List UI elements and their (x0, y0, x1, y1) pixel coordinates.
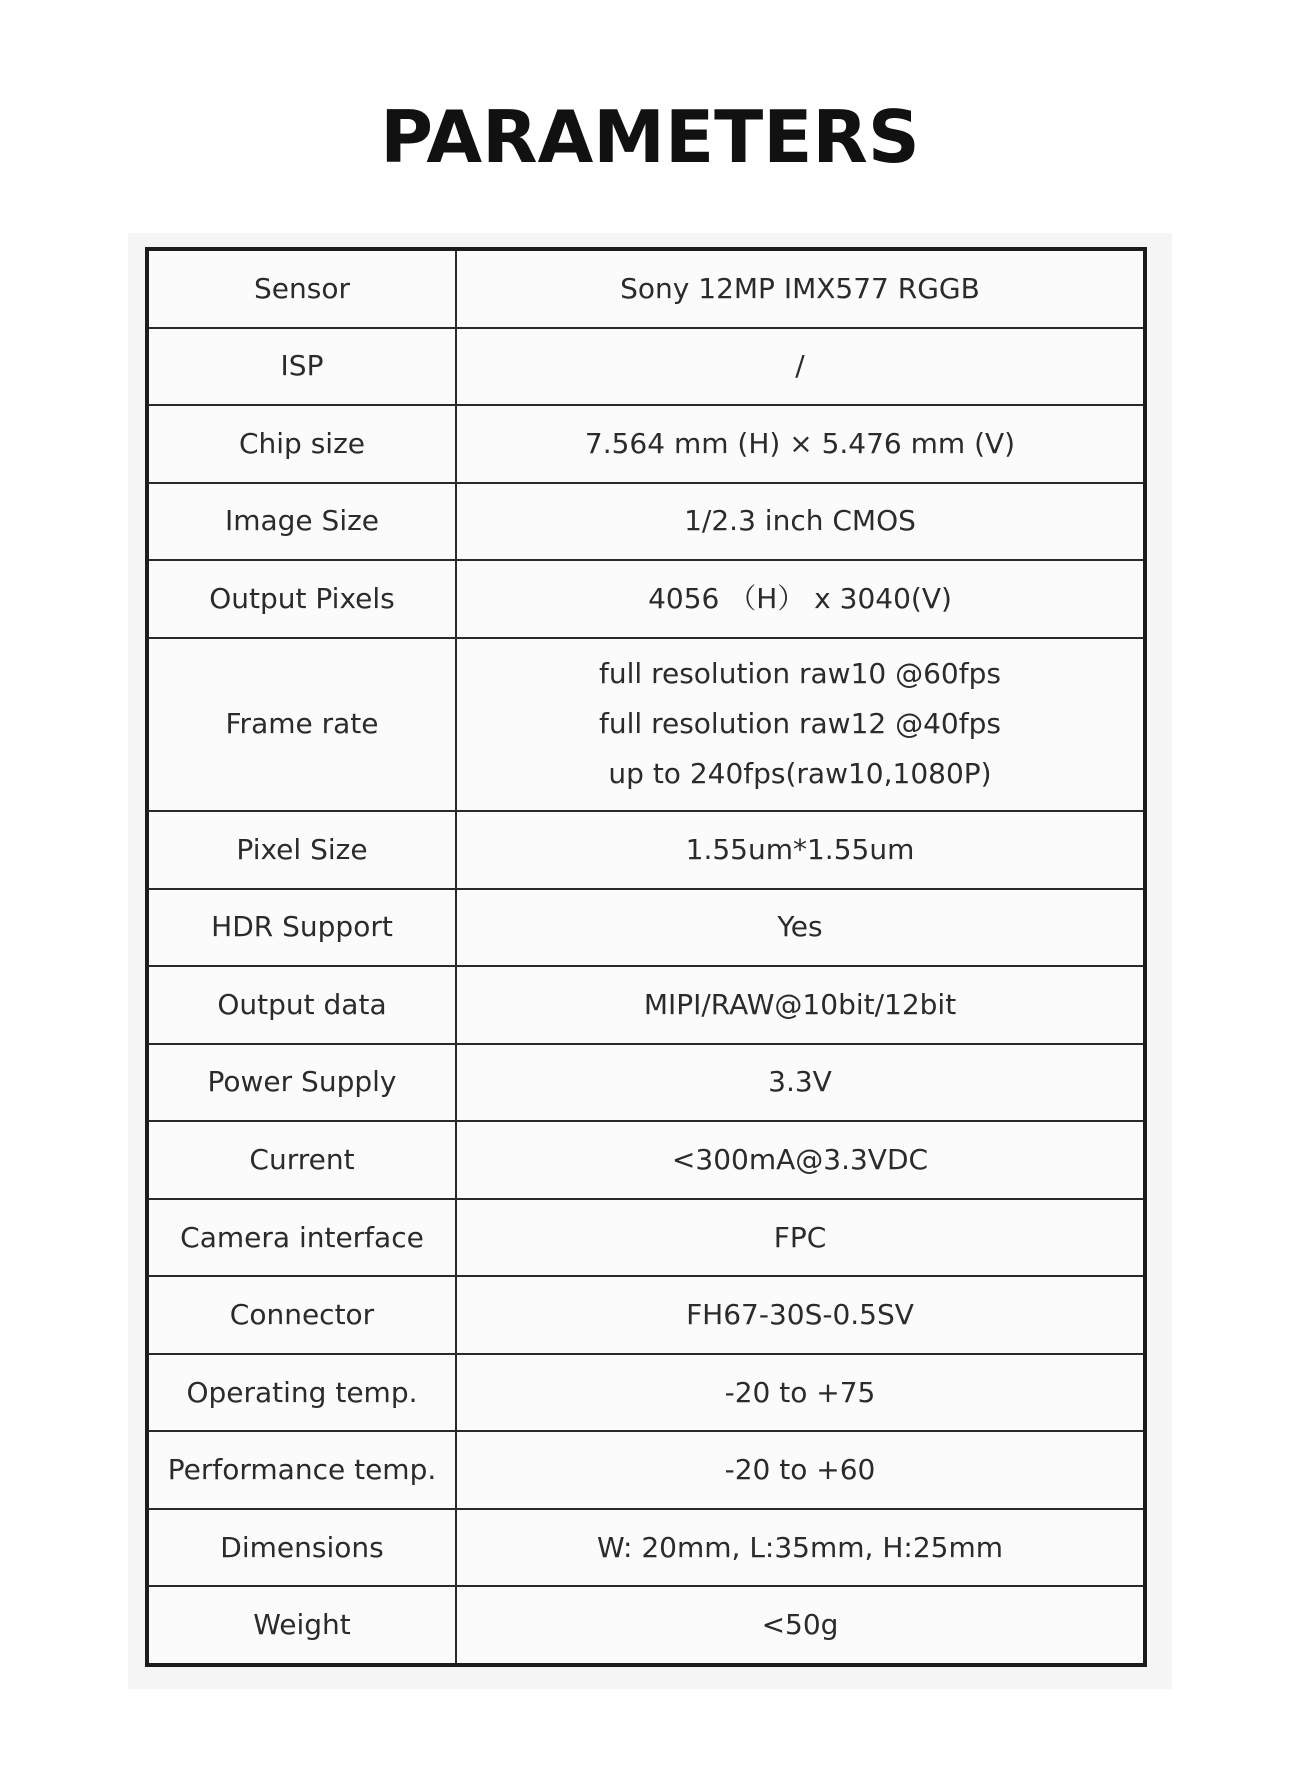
table-row (147, 1586, 1145, 1665)
table-row (147, 1044, 1145, 1122)
spec-value-sensor: Sony 12MP IMX577 RGGB (456, 249, 1145, 328)
spec-value-connector: FH67-30S-0.5SV (456, 1276, 1145, 1354)
spec-label-dimensions: Dimensions (147, 1509, 456, 1587)
table-row (147, 1121, 1145, 1199)
spec-value-isp: / (456, 328, 1145, 406)
spec-value-performance-temp: -20 to +60 (456, 1431, 1145, 1509)
table-row (147, 1276, 1145, 1354)
page-title: PARAMETERS (380, 95, 920, 179)
spec-label-image-size: Image Size (147, 483, 456, 561)
table-row (147, 1509, 1145, 1587)
table-row (147, 638, 1145, 811)
table-row (147, 405, 1145, 483)
spec-value-chip-size: 7.564 mm (H) × 5.476 mm (V) (456, 405, 1145, 483)
spec-value-hdr-support: Yes (456, 889, 1145, 967)
spec-label-pixel-size: Pixel Size (147, 811, 456, 889)
spec-value-image-size: 1/2.3 inch CMOS (456, 483, 1145, 561)
spec-label-frame-rate: Frame rate (147, 638, 456, 811)
table-row (147, 966, 1145, 1044)
spec-label-operating-temp: Operating temp. (147, 1354, 456, 1432)
spec-value-frame-rate (456, 638, 1145, 811)
table-row (147, 249, 1145, 328)
spec-label-isp: ISP (147, 328, 456, 406)
table-row (147, 1354, 1145, 1432)
spec-label-current: Current (147, 1121, 456, 1199)
frame-rate-line: up to 240fps(raw10,1080P) (608, 757, 992, 791)
spec-value-dimensions: W: 20mm, L:35mm, H:25mm (456, 1509, 1145, 1587)
table-row (147, 1199, 1145, 1277)
table-row (147, 889, 1145, 967)
frame-rate-line: full resolution raw10 @60fps (599, 657, 1001, 691)
table-row (147, 811, 1145, 889)
spec-value-output-pixels: 4056 （H） x 3040(V) (456, 560, 1145, 638)
spec-label-output-pixels: Output Pixels (147, 560, 456, 638)
spec-label-connector: Connector (147, 1276, 456, 1354)
spec-label-chip-size: Chip size (147, 405, 456, 483)
spec-label-weight: Weight (147, 1586, 456, 1665)
spec-value-current: <300mA@3.3VDC (456, 1121, 1145, 1199)
spec-value-camera-interface: FPC (456, 1199, 1145, 1277)
table-row (147, 328, 1145, 406)
spec-label-power-supply: Power Supply (147, 1044, 456, 1122)
spec-value-output-data: MIPI/RAW@10bit/12bit (456, 966, 1145, 1044)
table-row (147, 1431, 1145, 1509)
parameters-table (145, 247, 1147, 1667)
table-row (147, 560, 1145, 638)
spec-value-pixel-size: 1.55um*1.55um (456, 811, 1145, 889)
spec-label-camera-interface: Camera interface (147, 1199, 456, 1277)
spec-label-sensor: Sensor (147, 249, 456, 328)
spec-label-output-data: Output data (147, 966, 456, 1044)
frame-rate-line: full resolution raw12 @40fps (599, 707, 1001, 741)
spec-value-weight: <50g (456, 1586, 1145, 1665)
spec-label-hdr-support: HDR Support (147, 889, 456, 967)
spec-value-power-supply: 3.3V (456, 1044, 1145, 1122)
table-row (147, 483, 1145, 561)
spec-value-operating-temp: -20 to +75 (456, 1354, 1145, 1432)
spec-label-performance-temp: Performance temp. (147, 1431, 456, 1509)
